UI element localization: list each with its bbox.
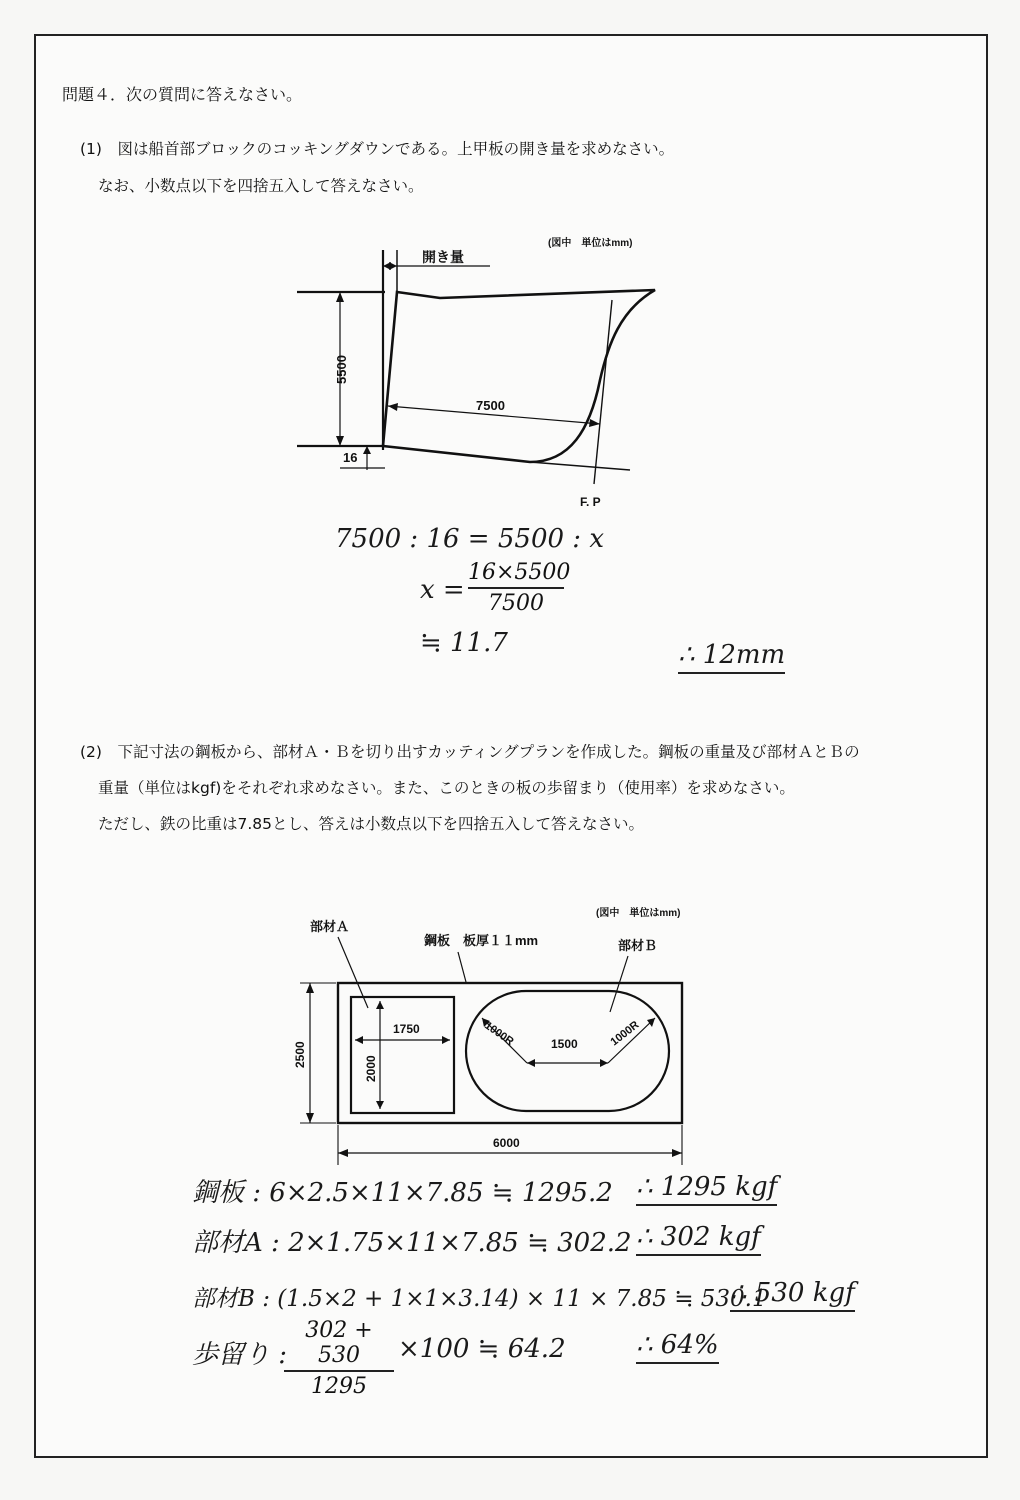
proportion-equation: 7500 : 16 = 5500 : x [335,524,604,554]
fraction-x [468,560,571,616]
yield-numerator: 302 + 530 [305,1318,373,1368]
yield-answer: ∴ 64% [636,1330,719,1364]
fraction-x-denominator: 7500 [488,591,544,616]
steel-weight-calc: 鋼板 : 6×2.5×11×7.85 ≒ 1295.2 [192,1178,613,1208]
part1-line1: (1) 図は船首部ブロックのコッキングダウンである。上甲板の開き量を求めなさい。 [80,140,675,158]
question-title: 問題４．次の質問に答えなさい。 [62,85,303,104]
cutting-plan-diagram [280,900,720,1168]
steel-plate [338,983,682,1123]
answer-1: ∴ 12mm [678,640,785,674]
plate-label: 鋼板 板厚１１mm [424,933,539,948]
approx-value: ≒ 11.7 [420,628,508,658]
a-height-label: 2000 [364,1055,378,1082]
member-b-weight-calc: 部材B : (1.5×2 + 1×1×3.14) × 11 × 7.85 ≒ 530.1 [192,1286,767,1312]
plate-width-label: 6000 [493,1136,520,1150]
x-lhs: x = [420,575,465,605]
member-b-label: 部材Ｂ [618,938,658,953]
part1-line2: なお、小数点以下を四捨五入して答えなさい。 [98,177,424,195]
yield-denominator: 1295 [311,1374,367,1399]
steel-weight-answer: ∴ 1295 kgf [636,1172,777,1206]
member-a-label: 部材Ａ [310,919,350,934]
part2-line3: ただし、鉄の比重は7.85とし、答えは小数点以下を四捨五入して答えなさい。 [98,815,645,833]
straight-label: 1500 [551,1037,578,1051]
plate-height-label: 2500 [293,1041,307,1068]
part2-line1: (2) 下記寸法の鋼板から、部材Ａ・Ｂを切り出すカッティングプランを作成した。鋼板の重量及び部材ＡとＢの [80,743,860,761]
member-a-weight-answer: ∴ 302 kgf [636,1222,761,1256]
member-a-weight-calc: 部材A : 2×1.75×11×7.85 ≒ 302.2 [192,1228,632,1258]
yield-fraction [284,1318,394,1399]
height-label: 5500 [334,355,349,384]
length-label: 7500 [476,398,505,413]
bow-block-diagram [290,228,680,518]
drop-label: 16 [343,450,358,465]
radius-right-label: 1000R [608,1018,642,1049]
opening-label: 開き量 [422,249,464,265]
fraction-x-numerator: 16×5500 [468,560,571,585]
member-b-weight-answer: ∴ 530 kgf [730,1278,855,1312]
unit-note-1: (図中 単位はmm) [548,238,633,249]
radius-left-label: 1000R [482,1019,516,1049]
member-a [351,997,454,1113]
member-b [466,991,669,1111]
a-width-label: 1750 [393,1022,420,1036]
yield-rhs: ×100 ≒ 64.2 [398,1334,566,1364]
unit-note-2: (図中 単位はmm) [596,908,681,919]
part2-line2: 重量（単位はkgf)をそれぞれ求めなさい。また、このときの板の歩留まり（使用率）を求めなさい。 [98,779,795,797]
fp-label: F. P [580,495,601,509]
yield-lhs: 歩留り : [192,1340,288,1370]
